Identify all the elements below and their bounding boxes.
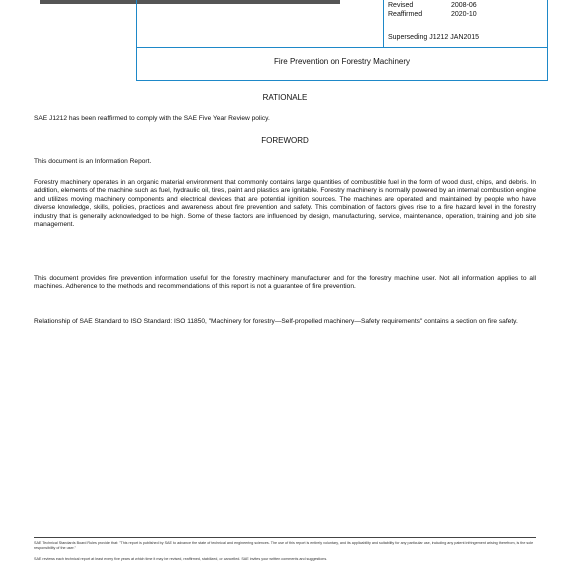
foreword-heading: FOREWORD [261,136,309,145]
document-title: Fire Prevention on Forestry Machinery [273,57,411,66]
footer-note-review: SAE reviews each technical report at least every five years at which time it may be revised, reaffirmed, stabilized, or cancelled. SAE invites your written comments and suggestions. [34,557,328,561]
revised-value: 2008-06 [451,2,477,9]
revised-row [384,1,547,10]
revision-info-panel [383,0,547,47]
revised-label: Revised [388,2,414,9]
foreword-paragraph-3: This document provides fire prevention information useful for the forestry machinery manufacturer and for the forestry machine user. Not all information applies to all machines. Adherence to the methods and recommendations of this report is not a guarantee of fire prevention. [34,275,536,291]
superseding-text: Superseding J1212 JAN2015 [388,34,480,41]
document-header-box [136,0,548,81]
rationale-heading: RATIONALE [262,93,308,102]
header-top-row [137,0,547,48]
reaffirmed-value: 2020-10 [451,11,477,18]
foreword-paragraph-1: This document is an Information Report. [34,158,152,165]
reaffirmed-row [384,10,547,19]
footer-rule [34,537,536,538]
foreword-paragraph-2: Forestry machinery operates in an organic material environment that commonly contains large quantities of combustible fuel in the form of wood dust, chips, and debris. In addition, elements of the machine such as fuel, hydraulic oil, tires, paint and plastics are ignitable. Forestry machinery is normally powered by an internal combustion engine and utilizes moving machinery components and electrical devices that are potential ignition sources. The machines are operated and maintained by people who have diverse knowledge, skills, policies, practices and awareness about fire prevention and safety. This combination of factors gives rise to a fire hazard level in the forestry industry that is generally acknowledged to be high. Some of these factors are influenced by design, manufacturing, service, maintenance, operation, training and job site management. [34,179,536,229]
rationale-text: SAE J1212 has been reaffirmed to comply with the SAE Five Year Review policy. [34,115,270,122]
foreword-paragraph-4: Relationship of SAE Standard to ISO Standard: ISO 11850, "Machinery for forestry—Self-propelled machinery—Safety requirements" contains a section on fire safety. [34,318,518,325]
reaffirmed-label: Reaffirmed [388,11,423,18]
footer-note-terms: SAE Technical Standards Board Rules provide that: "This report is published by SAE to advance the state of technical and engineering sciences. The use of this report is entirely voluntary, and its applicability and suitability for any particular use, including any patent infringement arising therefrom, is the sole responsibility of the user." [34,541,534,550]
